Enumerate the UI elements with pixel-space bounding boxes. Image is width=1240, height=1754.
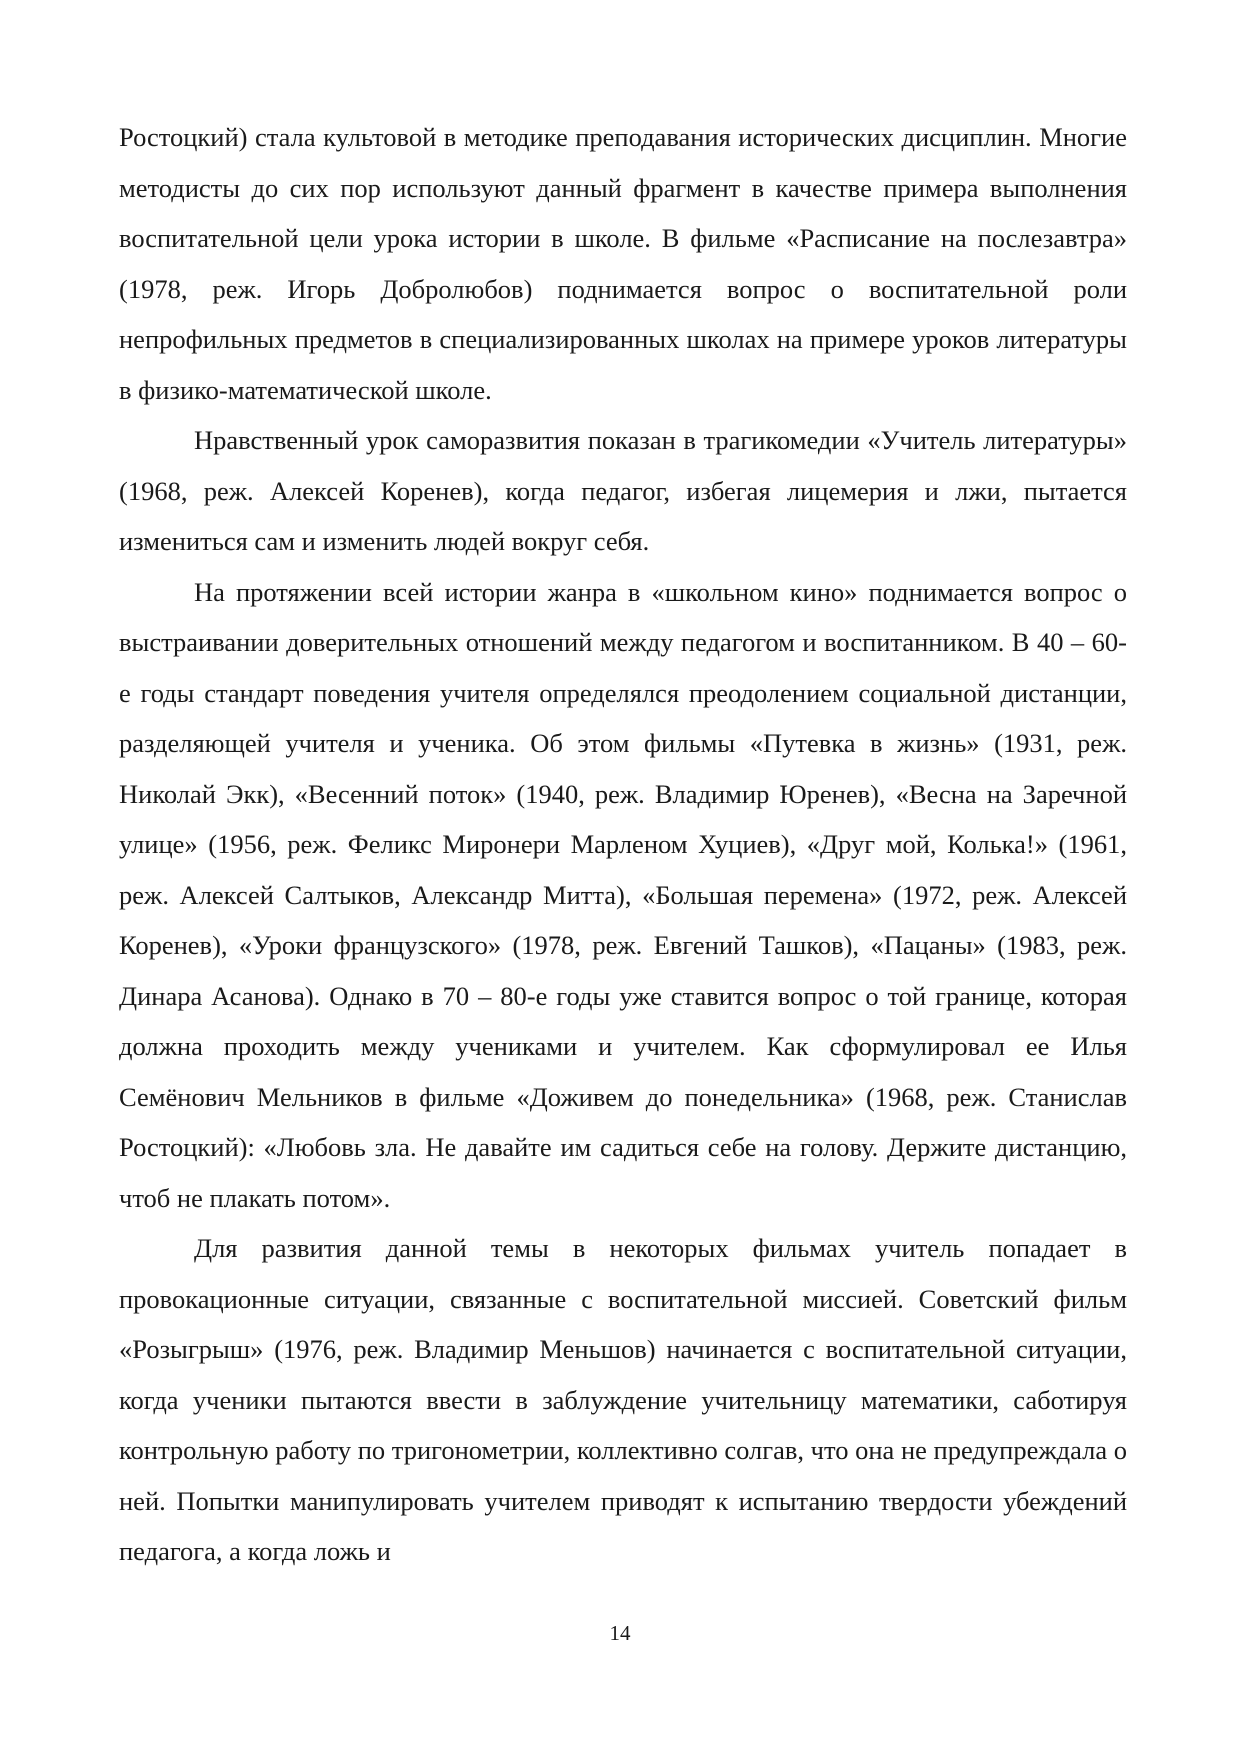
document-body — [119, 112, 1127, 1577]
paragraph-3: На протяжении всей истории жанра в «школьном кино» поднимается вопрос о выстраивании доверительных отношений между педагогом и воспитанником. В 40 – 60-е годы стандарт поведения учителя определялся преодолением социальной дистанции, разделяющей учителя и ученика. Об этом фильмы «Путевка в жизнь» (1931, реж. Николай Экк), «Весенний поток» (1940, реж. Владимир Юренев), «Весна на Заречной улице» (1956, реж. Феликс Миронери Марленом Хуциев), «Друг мой, Колька!» (1961, реж. Алексей Салтыков, Александр Митта), «Большая перемена» (1972, реж. Алексей Коренев), «Уроки французского» (1978, реж. Евгений Ташков), «Пацаны» (1983, реж. Динара Асанова). Однако в 70 – 80-е годы уже ставится вопрос о той границе, которая должна проходить между учениками и учителем. Как сформулировал ее Илья Семёнович Мельников в фильме «Доживем до понедельника» (1968, реж. Станислав Ростоцкий): «Любовь зла. Не давайте им садиться себе на голову. Держите дистанцию, чтоб не плакать потом». — [119, 576, 1127, 1213]
paragraph-4: Для развития данной темы в некоторых фильмах учитель попадает в провокационные ситуации, связанные с воспитательной миссией. Советский фильм «Розыгрыш» (1976, реж. Владимир Меньшов) начинается с воспитательной ситуации, когда ученики пытаются ввести в заблуждение учительницу математики, саботируя контрольную работу по тригонометрии, коллективно солгав, что она не предупреждала о ней. Попытки манипулировать учителем приводят к испытанию твердости убеждений педагога, а когда ложь и — [119, 1233, 1127, 1566]
paragraph-2: Нравственный урок саморазвития показан в трагикомедии «Учитель литературы» (1968, реж. Алексей Коренев), когда педагог, избегая лицемерия и лжи, пытается измениться сам и изменить людей вокруг себя. — [119, 425, 1127, 556]
paragraph-1: Ростоцкий) стала культовой в методике преподавания исторических дисциплин. Многие методисты до сих пор используют данный фрагмент в качестве примера выполнения воспитательной цели урока истории в школе. В фильме «Расписание на послезавтра» (1978, реж. Игорь Добролюбов) поднимается вопрос о воспитательной роли непрофильных предметов в специализированных школах на примере уроков литературы в физико-математической школе. — [119, 122, 1127, 405]
page-number: 14 — [609, 1621, 631, 1645]
